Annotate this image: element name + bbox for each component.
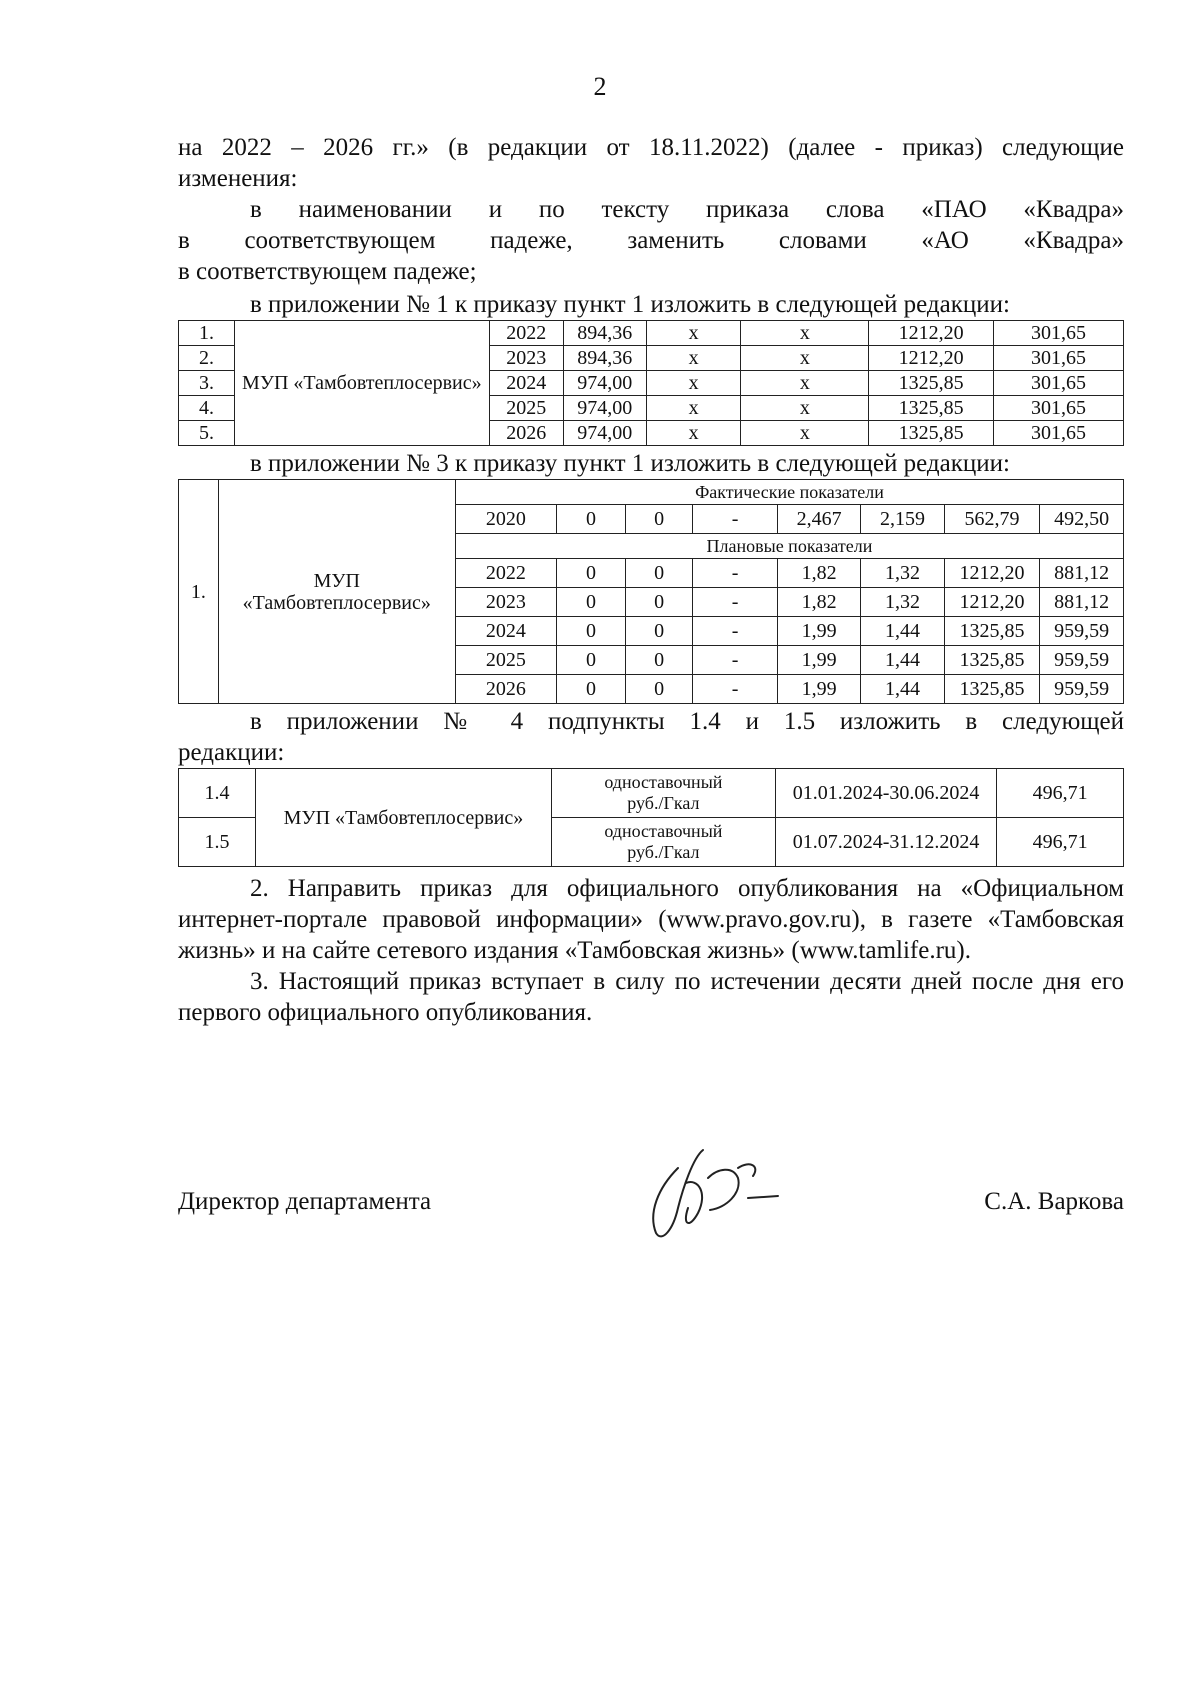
signature-block	[178, 1188, 1124, 1248]
table-cell: -	[693, 617, 778, 646]
para2-line-1: в наименовании и по тексту приказа слова «ПАО «Квадра»	[250, 196, 1124, 223]
table-cell: -	[693, 588, 778, 617]
table-cell: 2025	[489, 396, 563, 421]
table-cell: 2023	[489, 346, 563, 371]
table-cell: 0	[556, 617, 625, 646]
table-cell: 1325,85	[944, 617, 1040, 646]
table-cell: 894,36	[563, 346, 646, 371]
table-row	[179, 321, 1124, 346]
table-cell: 1212,20	[869, 321, 994, 346]
table-cell: -	[693, 646, 778, 675]
value-cell: 496,71	[997, 818, 1124, 867]
table-cell: 2022	[455, 559, 556, 588]
table-cell: x	[646, 371, 741, 396]
item-3-text: 3. Настоящий приказ вступает в силу по истечении десяти дней после дня его первого официального опубликования.	[178, 968, 1124, 1026]
table-cell: 2026	[455, 675, 556, 704]
appendix1-table	[178, 320, 1124, 446]
table-cell: x	[741, 371, 869, 396]
actual-header-cell: Фактические показатели	[455, 480, 1123, 505]
table-cell: x	[741, 396, 869, 421]
table-cell: 0	[556, 675, 625, 704]
table-cell: 1212,20	[869, 346, 994, 371]
appendix3-table	[178, 479, 1124, 704]
para2-line-3: в соответствующем падеже;	[178, 258, 477, 285]
table-cell: 1325,85	[944, 675, 1040, 704]
table-cell: 1,44	[861, 617, 944, 646]
table-cell: 2,467	[777, 505, 860, 534]
table-cell: 301,65	[994, 396, 1124, 421]
period-cell: 01.07.2024-31.12.2024	[775, 818, 997, 867]
tariff-type-cell	[551, 769, 775, 818]
table-cell: -	[693, 675, 778, 704]
table-cell: 492,50	[1040, 505, 1124, 534]
table-cell: x	[646, 421, 741, 446]
table-cell: 2022	[489, 321, 563, 346]
row-number-cell: 4.	[179, 396, 235, 421]
table-cell: 959,59	[1040, 617, 1124, 646]
table-cell: 0	[626, 675, 693, 704]
tariff-type-line: одноставочный	[604, 821, 723, 841]
table-header-row	[179, 480, 1124, 505]
table-cell: x	[741, 346, 869, 371]
table-cell: 1,82	[777, 559, 860, 588]
table-cell: 2020	[455, 505, 556, 534]
table-cell: 1,44	[861, 675, 944, 704]
table-cell: 974,00	[563, 371, 646, 396]
table-cell: 2024	[489, 371, 563, 396]
row-number-cell: 5.	[179, 421, 235, 446]
row-number-cell: 2.	[179, 346, 235, 371]
table-cell: 959,59	[1040, 675, 1124, 704]
table-cell: x	[646, 321, 741, 346]
table-cell: 1325,85	[869, 396, 994, 421]
para2-line-2: в соответствующем падеже, заменить словами «АО «Квадра»	[178, 227, 1124, 254]
table-cell: 0	[556, 559, 625, 588]
table-cell: 301,65	[994, 371, 1124, 396]
table-row	[179, 769, 1124, 818]
organization-cell: МУП «Тамбовтеплосервис»	[234, 321, 489, 446]
intro-line-1: на 2022 – 2026 гг.» (в редакции от 18.11.2022) (далее - приказ) следующие	[178, 134, 1124, 161]
table-cell: 0	[626, 559, 693, 588]
table-cell: 301,65	[994, 421, 1124, 446]
table-cell: 881,12	[1040, 559, 1124, 588]
table-cell: 301,65	[994, 346, 1124, 371]
table-cell: 1,32	[861, 588, 944, 617]
table-cell: 1,44	[861, 646, 944, 675]
row-number-cell: 1.	[179, 321, 235, 346]
table-cell: 974,00	[563, 421, 646, 446]
tariff-unit-line: руб./Гкал	[627, 842, 700, 862]
table-cell: 1325,85	[869, 371, 994, 396]
table-cell: 2026	[489, 421, 563, 446]
table-cell: x	[646, 346, 741, 371]
table-cell: 2,159	[861, 505, 944, 534]
table-cell: 0	[556, 588, 625, 617]
table-cell: x	[741, 421, 869, 446]
table-cell: 0	[556, 646, 625, 675]
signatory-position: Директор департамента	[178, 1188, 432, 1215]
page-number: 2	[593, 72, 607, 101]
value-cell: 496,71	[997, 769, 1124, 818]
table-cell: 1,32	[861, 559, 944, 588]
table-cell: 1,82	[777, 588, 860, 617]
table-cell: 0	[626, 505, 693, 534]
table-cell: 1,99	[777, 646, 860, 675]
table-cell: 959,59	[1040, 646, 1124, 675]
table-cell: 0	[556, 505, 625, 534]
table-cell: 1325,85	[869, 421, 994, 446]
organization-cell: МУП «Тамбовтеплосервис»	[256, 769, 552, 867]
intro-line-2: изменения:	[178, 165, 298, 192]
row-number-cell: 1.5	[179, 818, 256, 867]
row-number-cell: 1.4	[179, 769, 256, 818]
row-number-cell: 3.	[179, 371, 235, 396]
tariff-type-line: одноставочный	[604, 772, 723, 792]
item-2-text: 2. Направить приказ для официального опубликования на «Официальном интернет-портале правовой информации» (www.pravo.gov.ru), в газете «Тамбовская жизнь» и на сайте сетевого издания «Тамбовская жизнь» (www.tamlife.ru).	[178, 875, 1124, 964]
handwritten-signature-icon	[638, 1138, 798, 1248]
table-cell: 2023	[455, 588, 556, 617]
table-cell: 881,12	[1040, 588, 1124, 617]
section3-caption-line-1: в приложении № 4 подпункты 1.4 и 1.5 изложить в следующей	[250, 708, 1124, 735]
tariff-type-cell	[551, 818, 775, 867]
table-cell: x	[741, 321, 869, 346]
table-cell: 974,00	[563, 396, 646, 421]
row-number-cell: 1.	[179, 480, 219, 704]
table-cell: 0	[626, 646, 693, 675]
plan-header-cell: Плановые показатели	[455, 534, 1123, 559]
document-body	[178, 132, 1124, 1028]
appendix4-table	[178, 768, 1124, 867]
table-cell: 0	[626, 617, 693, 646]
table-cell: 1,99	[777, 675, 860, 704]
table-cell: 301,65	[994, 321, 1124, 346]
section2-caption: в приложении № 3 к приказу пункт 1 изложить в следующей редакции:	[250, 450, 1010, 477]
table-cell: 2024	[455, 617, 556, 646]
period-cell: 01.01.2024-30.06.2024	[775, 769, 997, 818]
table-cell: -	[693, 559, 778, 588]
table-cell: 1212,20	[944, 559, 1040, 588]
tariff-unit-line: руб./Гкал	[627, 793, 700, 813]
table-cell: 0	[626, 588, 693, 617]
section1-caption: в приложении № 1 к приказу пункт 1 изложить в следующей редакции:	[250, 291, 1010, 318]
table-cell: -	[693, 505, 778, 534]
table-cell: 894,36	[563, 321, 646, 346]
table-cell: 562,79	[944, 505, 1040, 534]
signatory-name: С.А. Варкова	[984, 1188, 1124, 1215]
table-cell: 2025	[455, 646, 556, 675]
section3-caption-line-2: редакции:	[178, 739, 285, 766]
table-cell: 1212,20	[944, 588, 1040, 617]
table-cell: 1325,85	[944, 646, 1040, 675]
table-cell: 1,99	[777, 617, 860, 646]
table-cell: x	[646, 396, 741, 421]
organization-cell: МУП «Тамбовтеплосервис»	[218, 480, 455, 704]
